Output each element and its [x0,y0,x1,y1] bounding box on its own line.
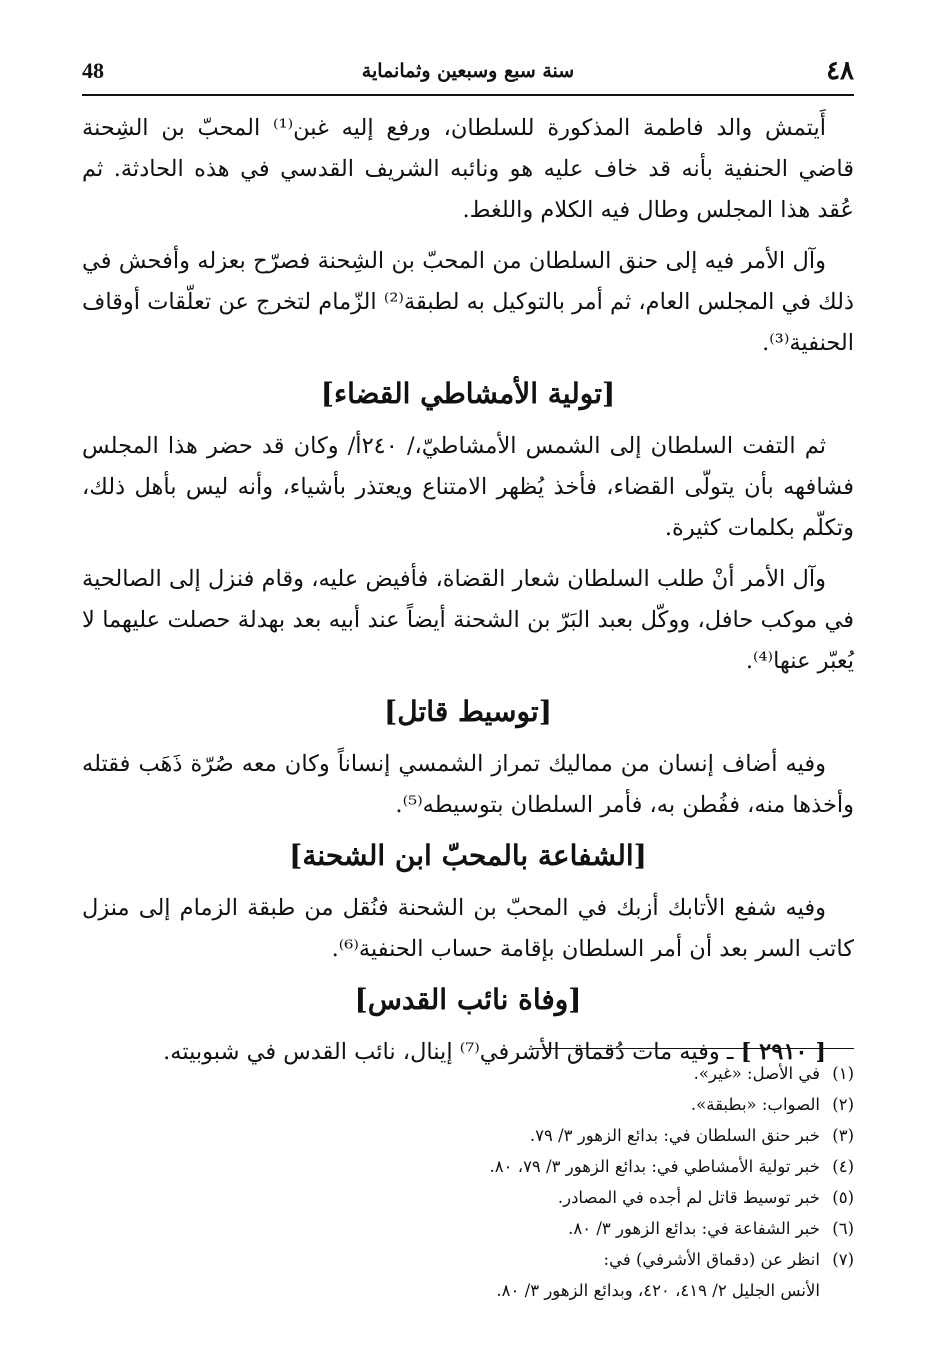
footnote [400,1120,854,1151]
footnote-text: خبر توسيط قاتل لم أجده في المصادر. [557,1188,820,1207]
footnote-number: (٥) [832,1188,854,1207]
footnote-continuation: الأنس الجليل ٢/ ٤١٩، ٤٢٠، وبدائع الزهور ٣/ ٨٠. [496,1281,820,1300]
footnote [400,1244,854,1275]
footnote-text: خبر حنق السلطان في: بدائع الزهور ٣/ ٧٩. [529,1126,820,1145]
page-header [82,56,854,90]
paragraph: وفيه شفع الأتابك أزبك في المحبّ بن الشحنة فنُقل من طبقة الزمام إلى منزل كاتب السر بعد أن أمر السلطان بإقامة حساب الحنفية⁽⁶⁾. [82,895,854,962]
footnote-number: (٧) [832,1250,854,1269]
footnote [400,1089,854,1120]
page-number-latin: 48 [82,58,104,83]
page-number-arabic: ٤٨ [826,56,854,86]
footnote-number: (١) [832,1064,854,1083]
footnote-rule [532,1048,854,1049]
footnote-text: خبر تولية الأمشاطي في: بدائع الزهور ٣/ ٧٩، ٨٠. [489,1157,820,1176]
section-heading: [توسيط قاتل] [384,695,552,728]
footnote-text: انظر عن (دقماق الأشرفي) في: [603,1250,820,1269]
paragraph: أَيتمش والد فاطمة المذكورة للسلطان، ورفع إليه غبن⁽¹⁾ المحبّ بن الشِحنة قاضي الحنفية بأنه قد خاف عليه هو ونائبه الشريف القدسي في هذه الحادثة. ثم عُقد هذا المجلس وطال فيه الكلام واللغط. [82,115,854,223]
footnote [400,1213,854,1244]
footnote-number: (٢) [832,1095,854,1114]
section-heading: [وفاة نائب القدس] [354,983,582,1016]
footnotes [400,1058,854,1306]
footnote-text: خبر الشفاعة في: بدائع الزهور ٣/ ٨٠. [568,1219,820,1238]
entry-text: ـ وفيه مات دُقماق الأشرفي⁽⁷⁾ إينال، نائب القدس في شبوبيته. [163,1039,734,1065]
header-rule [82,94,854,96]
footnote-number: (٤) [832,1157,854,1176]
footnote [400,1058,854,1089]
main-text [82,108,854,1083]
paragraph: وآل الأمر أنْ طلب السلطان شعار القضاة، فأفيض عليه، وقام فنزل إلى الصالحية في موكب حافل، ووكّل بعبد البَرّ بن الشحنة أيضاً عند أبيه بعد بهدلة حصلت عليهما لا يُعبّر عنها⁽⁴⁾. [82,566,854,674]
footnote-text: في الأصل: «غير». [693,1064,820,1083]
paragraph: وآل الأمر فيه إلى حنق السلطان من المحبّ بن الشِحنة فصرّح بعزله وأفحش في ذلك في المجلس العام، ثم أمر بالتوكيل به لطبقة⁽²⁾ الزّمام لتخرج عن تعلّقات أوقاف الحنفية⁽³⁾. [82,248,854,356]
footnote-number: (٦) [832,1219,854,1238]
footnote-text: الصواب: «بطبقة». [690,1095,820,1114]
running-title: سنة سبع وسبعين وثمانماية [361,60,575,82]
footnote-number: (٣) [832,1126,854,1145]
paragraph: ثم التفت السلطان إلى الشمس الأمشاطيّ،/ ٢٤٠أ/ وكان قد حضر هذا المجلس فشافهه بأن يتولّى القضاء، فأخذ يُظهر الامتناع ويعتذر بأشياء، وأنه ليس بأهل ذلك، وتكلّم بكلمات كثيرة. [82,433,854,541]
footnote [400,1182,854,1213]
footnote [400,1151,854,1182]
section-heading: [تولية الأمشاطي القضاء] [320,377,616,410]
section-heading: [الشفاعة بالمحبّ ابن الشحنة] [289,839,647,872]
paragraph: وفيه أضاف إنسان من مماليك تمراز الشمسي إنساناً وكان معه صُرّة ذَهَب فقتله وأخذها منه، ففُطن به، فأمر السلطان بتوسيطه⁽⁵⁾. [82,751,854,818]
entry-number: [ ٢٩١٠ ] [740,1039,826,1065]
